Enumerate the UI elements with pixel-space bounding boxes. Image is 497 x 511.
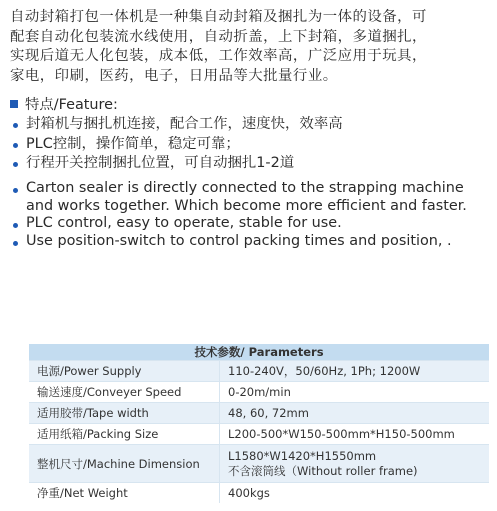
features-cn-list <box>10 115 492 174</box>
feature-en-item <box>10 180 492 215</box>
intro-paragraph <box>10 8 490 86</box>
intro-line: 实现后道无人化包装，成本低，工作效率高，广泛应用于玩具， <box>10 48 427 64</box>
table-row <box>29 382 489 403</box>
parameters-title: 技术参数/ Parameters <box>29 344 489 361</box>
intro-line: 配套自动化包装流水线使用，自动折盖，上下封箱，多道捆扎， <box>10 28 427 45</box>
feature-cn-item: 行程开关控制捆扎位置，可自动捆扎1-2道 <box>10 154 492 174</box>
features-heading <box>10 93 118 114</box>
param-value <box>220 445 490 483</box>
intro-line: 家电，印刷，医药，电子，日用品等大批量行业。 <box>10 67 338 84</box>
square-bullet-icon <box>10 100 18 108</box>
param-value: L200-500*W150-500mm*H150-500mm <box>220 424 490 445</box>
feature-en-item <box>10 215 492 233</box>
parameters-table <box>29 344 489 503</box>
param-key: 电源/Power Supply <box>29 361 220 382</box>
feature-en-line: Use position-switch to control packing times and position, . <box>26 232 452 249</box>
feature-en-line: PLC control, easy to operate, stable for use. <box>26 215 342 231</box>
table-row <box>29 361 489 382</box>
param-value-line: L1580*W1420*H1550mm <box>228 448 377 463</box>
parameters-header-row <box>29 344 489 361</box>
table-row <box>29 403 489 424</box>
param-value: 400kgs <box>220 483 490 504</box>
intro-line: 自动封箱打包一体机是一种集自动封箱及捆扎为一体的设备，可 <box>10 9 427 25</box>
param-value: 0-20m/min <box>220 382 490 403</box>
table-row <box>29 424 489 445</box>
table-row <box>29 445 489 483</box>
feature-en-line: Carton sealer is directly connected to the strapping machine <box>26 180 464 196</box>
feature-en-line: and works together. Which become more efficient and faster. <box>26 197 467 214</box>
param-key: 整机尺寸/Machine Dimension <box>29 445 220 483</box>
param-key: 适用纸箱/Packing Size <box>29 424 220 445</box>
param-value-line: 不含滚筒线（Without roller frame) <box>228 463 418 478</box>
features-en-list <box>10 180 492 250</box>
param-value: 48, 60, 72mm <box>220 403 490 424</box>
feature-cn-item: PLC控制，操作简单，稳定可靠； <box>10 135 492 155</box>
table-row <box>29 483 489 504</box>
features-heading-text: 特点/Feature: <box>25 97 118 113</box>
param-key: 适用胶带/Tape width <box>29 403 220 424</box>
param-key: 净重/Net Weight <box>29 483 220 504</box>
feature-cn-item: 封箱机与捆扎机连接，配合工作，速度快，效率高 <box>10 115 492 135</box>
param-key: 输送速度/Conveyer Speed <box>29 382 220 403</box>
feature-en-item <box>10 233 492 251</box>
param-value: 110-240V，50/60Hz, 1Ph; 1200W <box>220 361 490 382</box>
